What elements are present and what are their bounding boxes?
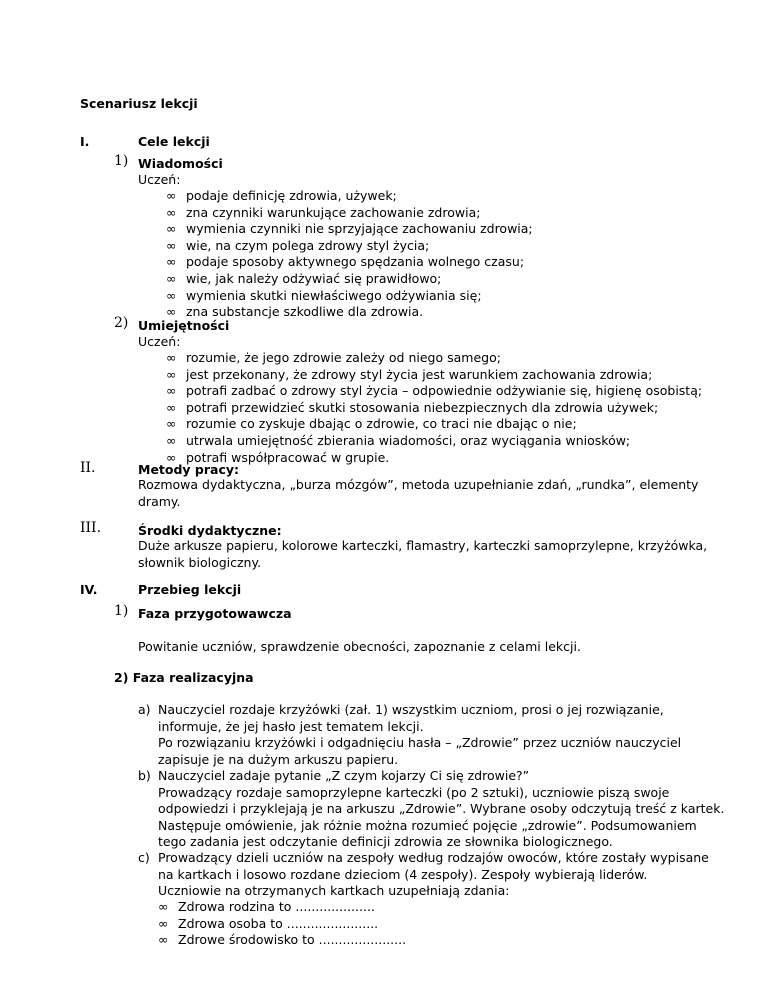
document-title: Scenariusz lekcji [80, 96, 198, 111]
list-item: ∞ rozumie, że jego zdrowie zależy od niego samego; [166, 350, 501, 365]
infinity-bullet-icon: ∞ [166, 221, 177, 237]
infinity-bullet-icon: ∞ [158, 915, 169, 931]
phase-1-heading: Faza przygotowawcza [138, 606, 292, 621]
list-item: ∞ wie, na czym polega zdrowy styl życia; [166, 237, 430, 253]
list-item: ∞ wymienia skutki niewłaściwego odżywiania się; [166, 287, 482, 303]
list-item: ∞ Zdrowa rodzina to .................... [158, 899, 375, 914]
infinity-bullet-icon: ∞ [166, 188, 177, 203]
subsection-1-who: Uczeń: [138, 172, 181, 187]
list-item: ∞ zna czynniki warunkujące zachowanie zdrowia; [166, 204, 481, 220]
subsection-1-heading: Wiadomości [138, 156, 223, 171]
sentence-completion-list [158, 899, 406, 949]
section-4-number: IV. [80, 582, 98, 597]
list-item: ∞ jest przekonany, że zdrowy styl życia jest warunkiem zachowania zdrowia; [166, 366, 653, 382]
infinity-bullet-icon: ∞ [166, 416, 177, 432]
section-3-number: III. [80, 520, 102, 536]
step-b-text: Nauczyciel zadaje pytanie „Z czym kojarzy Ci się zdrowie?” Prowadzący rozdaje samoprzylepne karteczki (po 2 sztuki), uczniowie piszą swoje odpowiedzi i przyklejają je na arkuszu „Zdrowie”. Wybrane osoby odczytują treść z kartek. Następuje omówienie, jak różnie można rozumieć pojęcie „zdrowie”. Podsumowaniem tego zadania jest odczytanie definicji zdrowia ze słownika biologicznego. [158, 768, 725, 849]
step-a-label: a) [138, 702, 151, 717]
section-2-heading: Metody pracy: [138, 462, 240, 477]
list-item: ∞ potrafi przewidzieć skutki stosowania niebezpiecznych dla zdrowia używek; [166, 399, 659, 415]
infinity-bullet-icon: ∞ [166, 383, 177, 399]
list-item: ∞ podaje definicję zdrowia, używek; [166, 188, 397, 203]
list-item: ∞ zna substancje szkodliwe dla zdrowia. [166, 304, 424, 320]
infinity-bullet-icon: ∞ [158, 932, 169, 948]
infinity-bullet-icon: ∞ [166, 304, 177, 320]
knowledge-list [166, 188, 533, 321]
step-a-text: Nauczyciel rozdaje krzyżówki (zał. 1) wszystkim uczniom, prosi o jej rozwiązanie, informuje, że jej hasło jest tematem lekcji. Po rozwiązaniu krzyżówki i odgadnięciu hasła – „Zdrowie” przez uczniów nauczyciel zapisuje je na dużym arkuszu papieru. [158, 702, 682, 767]
phase-1-number: 1) [114, 603, 129, 619]
list-item: ∞ wie, jak należy odżywiać się prawidłowo; [166, 270, 442, 286]
infinity-bullet-icon: ∞ [166, 449, 177, 465]
list-item: ∞ wymienia czynniki nie sprzyjające zachowaniu zdrowia; [166, 221, 533, 237]
list-item: ∞ rozumie co zyskuje dbając o zdrowie, co traci nie dbając o nie; [166, 416, 577, 432]
list-item: ∞ Zdrowa osoba to ....................... [158, 915, 379, 931]
section-3-heading: Środki dydaktyczne: [138, 523, 282, 538]
list-item: ∞ utrwala umiejętność zbierania wiadomości, oraz wyciągania wniosków; [166, 432, 631, 448]
section-1-number: I. [80, 134, 90, 149]
phase-2-heading: 2) Faza realizacyjna [114, 670, 254, 685]
infinity-bullet-icon: ∞ [166, 366, 177, 382]
section-2-text: Rozmowa dydaktyczna, „burza mózgów”, metoda uzupełnianie zdań, „rundka”, elementy dramy. [138, 477, 699, 509]
infinity-bullet-icon: ∞ [166, 287, 177, 303]
section-1-heading: Cele lekcji [138, 134, 210, 149]
subsection-2-who: Uczeń: [138, 334, 181, 349]
section-4-heading: Przebieg lekcji [138, 582, 242, 597]
infinity-bullet-icon: ∞ [166, 270, 177, 286]
infinity-bullet-icon: ∞ [158, 899, 169, 914]
step-c-text: Prowadzący dzieli uczniów na zespoły według rodzajów owoców, które zostały wypisane na kartkach i losowo rozdane dzieciom (4 zespoły). Zespoły wybierają liderów. Uczniowie na otrzymanych kartkach uzupełniają zdania: [158, 850, 709, 898]
infinity-bullet-icon: ∞ [166, 350, 177, 365]
phase-1-text: Powitanie uczniów, sprawdzenie obecności, zapoznanie z celami lekcji. [138, 639, 581, 654]
list-item: ∞ Zdrowe środowisko to ...................... [158, 932, 407, 948]
subsection-2-number: 2) [114, 315, 129, 331]
step-b-label: b) [138, 768, 151, 783]
infinity-bullet-icon: ∞ [166, 432, 177, 448]
step-c-label: c) [138, 850, 150, 865]
subsection-1-number: 1) [114, 153, 129, 169]
infinity-bullet-icon: ∞ [166, 399, 177, 415]
infinity-bullet-icon: ∞ [166, 237, 177, 253]
subsection-2-heading: Umiejętności [138, 318, 230, 333]
section-2-number: II. [80, 460, 96, 476]
skills-list [166, 350, 702, 466]
infinity-bullet-icon: ∞ [166, 254, 177, 270]
list-item: ∞ potrafi zadbać o zdrowy styl życia – odpowiednie odżywianie się, higienę osobistą; [166, 383, 703, 399]
list-item: ∞ podaje sposoby aktywnego spędzania wolnego czasu; [166, 254, 525, 270]
infinity-bullet-icon: ∞ [166, 204, 177, 220]
section-3-text: Duże arkusze papieru, kolorowe karteczki, flamastry, karteczki samoprzylepne, krzyżówka, słownik biologiczny. [138, 538, 708, 570]
list-item: ∞ potrafi współpracować w grupie. [166, 449, 390, 465]
